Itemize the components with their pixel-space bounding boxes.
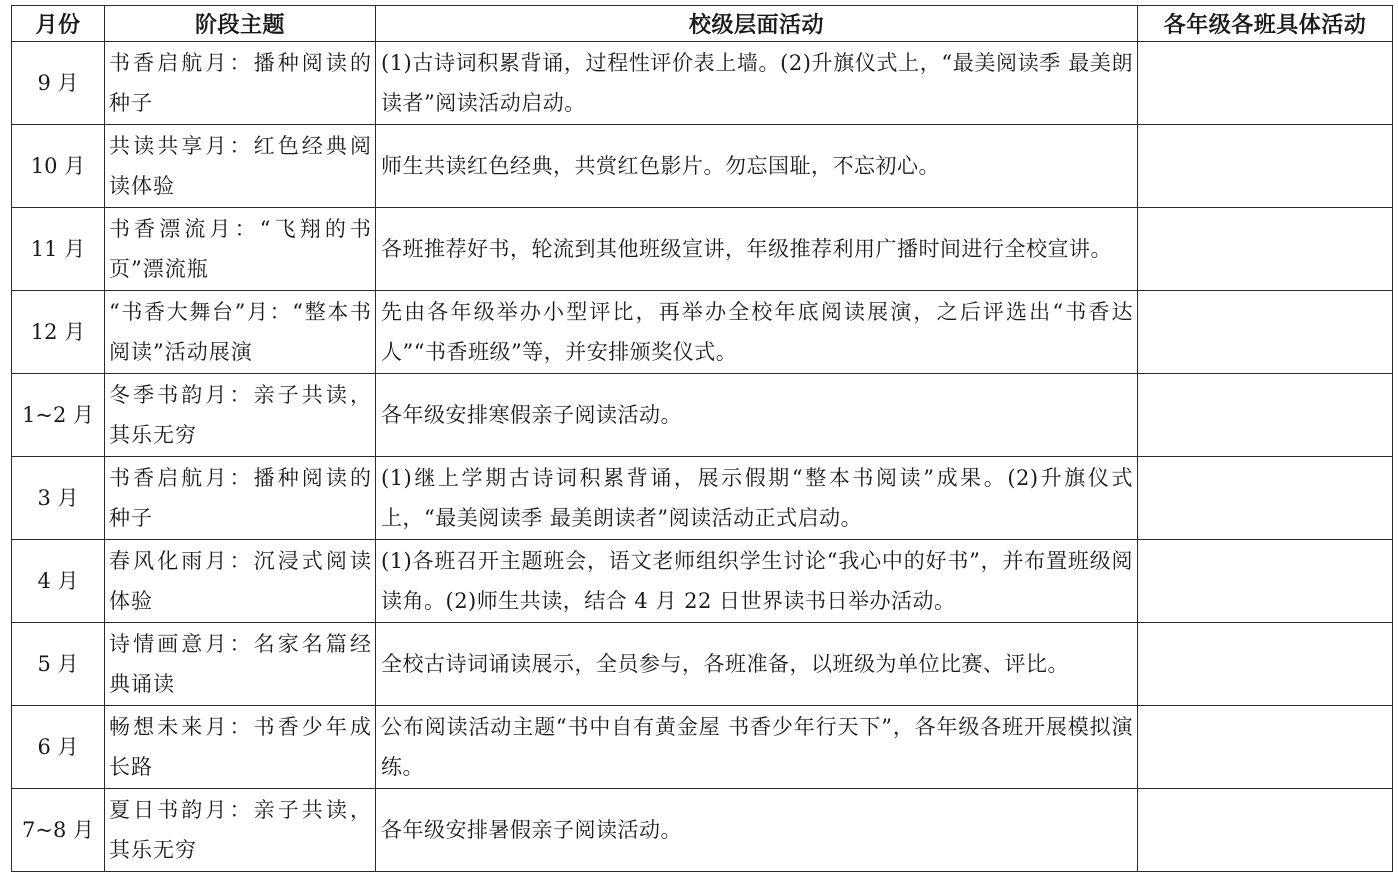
school-activity-cell: 公布阅读活动主题“书中自有黄金屋 书香少年行天下”，各年级各班开展模拟演练。 xyxy=(376,706,1138,789)
theme-cell: 诗情画意月：名家名篇经典诵读 xyxy=(105,623,376,706)
reading-plan-sheet xyxy=(11,5,1392,872)
table-row xyxy=(12,457,1393,540)
month-cell: 12 月 xyxy=(12,291,105,374)
school-activity-cell: 全校古诗词诵读展示，全员参与，各班准备，以班级为单位比赛、评比。 xyxy=(376,623,1138,706)
month-cell: 1~2 月 xyxy=(12,374,105,457)
class-activity-cell xyxy=(1138,457,1393,540)
class-activity-cell xyxy=(1138,623,1393,706)
theme-cell: 书香漂流月：“飞翔的书页”漂流瓶 xyxy=(105,208,376,291)
school-activity-cell: 各班推荐好书，轮流到其他班级宣讲，年级推荐利用广播时间进行全校宣讲。 xyxy=(376,208,1138,291)
theme-cell: 共读共享月：红色经典阅读体验 xyxy=(105,125,376,208)
table-row xyxy=(12,125,1393,208)
month-cell: 3 月 xyxy=(12,457,105,540)
table-row xyxy=(12,42,1393,125)
table-row xyxy=(12,623,1393,706)
class-activity-cell xyxy=(1138,374,1393,457)
theme-cell: 书香启航月：播种阅读的种子 xyxy=(105,457,376,540)
theme-cell: “书香大舞台”月：“整本书阅读”活动展演 xyxy=(105,291,376,374)
header-school-activity: 校级层面活动 xyxy=(376,6,1138,42)
month-cell: 5 月 xyxy=(12,623,105,706)
reading-activity-table xyxy=(11,5,1393,872)
school-activity-cell: (1)各班召开主题班会，语文老师组织学生讨论“我心中的好书”，并布置班级阅读角。(2)师生共读，结合 4 月 22 日世界读书日举办活动。 xyxy=(376,540,1138,623)
class-activity-cell xyxy=(1138,291,1393,374)
month-cell: 7~8 月 xyxy=(12,789,105,872)
school-activity-cell: (1)继上学期古诗词积累背诵，展示假期“整本书阅读”成果。(2)升旗仪式上，“最美阅读季 最美朗读者”阅读活动正式启动。 xyxy=(376,457,1138,540)
table-row xyxy=(12,374,1393,457)
school-activity-cell: 各年级安排寒假亲子阅读活动。 xyxy=(376,374,1138,457)
theme-cell: 夏日书韵月：亲子共读，其乐无穷 xyxy=(105,789,376,872)
month-cell: 9 月 xyxy=(12,42,105,125)
theme-cell: 书香启航月：播种阅读的种子 xyxy=(105,42,376,125)
theme-cell: 冬季书韵月：亲子共读，其乐无穷 xyxy=(105,374,376,457)
theme-cell: 畅想未来月：书香少年成长路 xyxy=(105,706,376,789)
class-activity-cell xyxy=(1138,706,1393,789)
table-row xyxy=(12,706,1393,789)
table-header-row xyxy=(12,6,1393,42)
class-activity-cell xyxy=(1138,208,1393,291)
school-activity-cell: 各年级安排暑假亲子阅读活动。 xyxy=(376,789,1138,872)
header-class-activity: 各年级各班具体活动 xyxy=(1138,6,1393,42)
table-row xyxy=(12,789,1393,872)
class-activity-cell xyxy=(1138,42,1393,125)
table-row xyxy=(12,540,1393,623)
month-cell: 4 月 xyxy=(12,540,105,623)
header-month: 月份 xyxy=(12,6,105,42)
month-cell: 11 月 xyxy=(12,208,105,291)
class-activity-cell xyxy=(1138,789,1393,872)
month-cell: 10 月 xyxy=(12,125,105,208)
class-activity-cell xyxy=(1138,540,1393,623)
class-activity-cell xyxy=(1138,125,1393,208)
theme-cell: 春风化雨月：沉浸式阅读体验 xyxy=(105,540,376,623)
table-row xyxy=(12,291,1393,374)
table-row xyxy=(12,208,1393,291)
month-cell: 6 月 xyxy=(12,706,105,789)
school-activity-cell: 先由各年级举办小型评比，再举办全校年底阅读展演，之后评选出“书香达人”“书香班级”等，并安排颁奖仪式。 xyxy=(376,291,1138,374)
header-theme: 阶段主题 xyxy=(105,6,376,42)
school-activity-cell: (1)古诗词积累背诵，过程性评价表上墙。(2)升旗仪式上，“最美阅读季 最美朗读者”阅读活动启动。 xyxy=(376,42,1138,125)
school-activity-cell: 师生共读红色经典，共赏红色影片。勿忘国耻，不忘初心。 xyxy=(376,125,1138,208)
